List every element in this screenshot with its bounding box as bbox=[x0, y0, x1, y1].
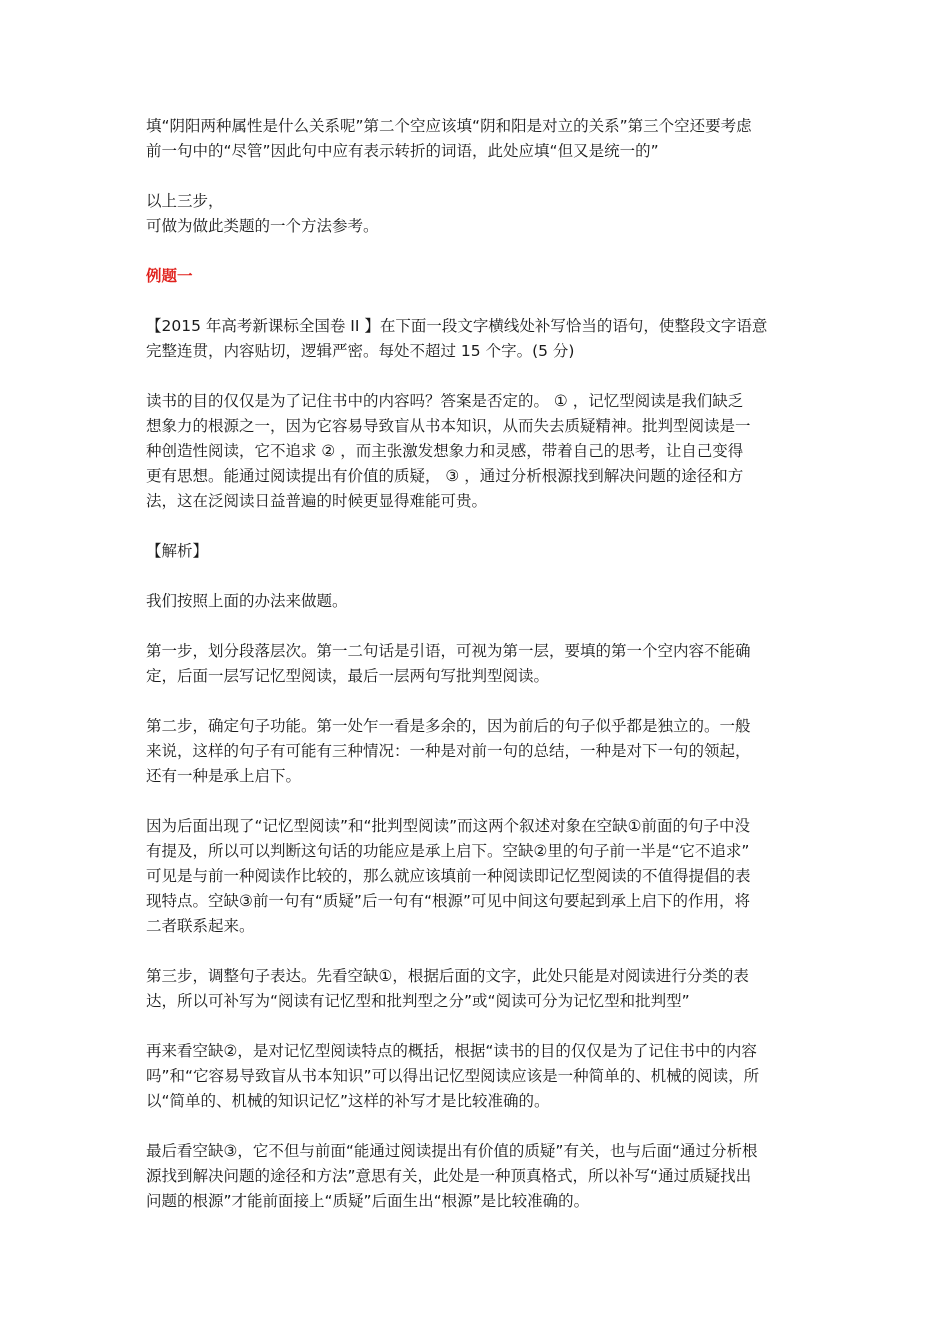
text-line: 更有思想。能通过阅读提出有价值的质疑， ③ ，通过分析根源找到解决问题的途径和方 bbox=[146, 467, 744, 485]
analysis-label bbox=[146, 539, 806, 564]
method-intro-paragraph bbox=[146, 589, 806, 614]
text-line: 前一句中的“尽管”因此句中应有表示转折的词语，此处应填“但又是统一的” bbox=[146, 142, 659, 160]
text-line: 以“简单的、机械的知识记忆”这样的补写才是比较准确的。 bbox=[146, 1092, 550, 1110]
text-line: 来说，这样的句子有可能有三种情况：一种是对前一句的总结，一种是对下一句的领起， bbox=[146, 742, 751, 760]
blank-three-paragraph bbox=[146, 1139, 806, 1214]
text-line: 我们按照上面的办法来做题。 bbox=[146, 592, 348, 610]
text-line: 【2015 年高考新课标全国卷 II 】在下面一段文字横线处补写恰当的语句，使整段文字语意 bbox=[146, 317, 768, 335]
summary-paragraph bbox=[146, 189, 806, 239]
text-line: 第三步，调整句子表达。先看空缺①，根据后面的文字，此处只能是对阅读进行分类的表 bbox=[146, 967, 749, 985]
example-heading bbox=[146, 264, 806, 289]
text-line: 种创造性阅读，它不追求 ② ，而主张激发想象力和灵感，带着自己的思考，让自己变得 bbox=[146, 442, 744, 460]
text-line: 问题的根源”才能前面接上“质疑”后面生出“根源”是比较准确的。 bbox=[146, 1192, 590, 1210]
step-one-paragraph bbox=[146, 639, 806, 689]
text-line: 填“阴阳两种属性是什么关系呢”第二个空应该填“阴和阳是对立的关系”第三个空还要考虑 bbox=[146, 117, 752, 135]
text-line: 再来看空缺②，是对记忆型阅读特点的概括，根据“读书的目的仅仅是为了记住书中的内容 bbox=[146, 1042, 757, 1060]
text-line: 以上三步， bbox=[146, 192, 224, 210]
text-line: 【解析】 bbox=[146, 542, 209, 560]
question-passage-paragraph bbox=[146, 389, 806, 514]
text-line: 读书的目的仅仅是为了记住书中的内容吗？答案是否定的。 ① ，记忆型阅读是我们缺乏 bbox=[146, 392, 744, 410]
text-line: 定，后面一层写记忆型阅读，最后一层两句写批判型阅读。 bbox=[146, 667, 550, 685]
text-line: 因为后面出现了“记忆型阅读”和“批判型阅读”而这两个叙述对象在空缺①前面的句子中没 bbox=[146, 817, 751, 835]
text-line: 最后看空缺③，它不但与前面“能通过阅读提出有价值的质疑”有关，也与后面“通过分析根 bbox=[146, 1142, 758, 1160]
text-line: 想象力的根源之一，因为它容易导致盲从书本知识，从而失去质疑精神。批判型阅读是一 bbox=[146, 417, 751, 435]
text-line: 二者联系起来。 bbox=[146, 917, 255, 935]
question-prompt-paragraph bbox=[146, 314, 806, 364]
document-page bbox=[146, 114, 806, 1239]
blank-two-paragraph bbox=[146, 1039, 806, 1114]
step-two-paragraph bbox=[146, 714, 806, 789]
text-line: 可见是与前一种阅读作比较的，那么就应该填前一种阅读即记忆型阅读的不值得提倡的表 bbox=[146, 867, 751, 885]
text-line: 还有一种是承上启下。 bbox=[146, 767, 302, 785]
text-line: 有提及，所以可以判断这句话的功能应是承上启下。空缺②里的句子前一半是“它不追求” bbox=[146, 842, 750, 860]
step-two-detail-paragraph bbox=[146, 814, 806, 939]
intro-continuation-paragraph bbox=[146, 114, 806, 164]
text-line: 第二步，确定句子功能。第一处乍一看是多余的，因为前后的句子似乎都是独立的。一般 bbox=[146, 717, 751, 735]
text-line: 完整连贯，内容贴切，逻辑严密。每处不超过 15 个字。(5 分) bbox=[146, 342, 575, 360]
step-three-paragraph bbox=[146, 964, 806, 1014]
text-line: 达，所以可补写为“阅读有记忆型和批判型之分”或“阅读可分为记忆型和批判型” bbox=[146, 992, 690, 1010]
text-line: 可做为做此类题的一个方法参考。 bbox=[146, 217, 379, 235]
heading-text: 例题一 bbox=[146, 267, 193, 285]
text-line: 法，这在泛阅读日益普遍的时候更显得难能可贵。 bbox=[146, 492, 488, 510]
text-line: 现特点。空缺③前一句有“质疑”后一句有“根源”可见中间这句要起到承上启下的作用，将 bbox=[146, 892, 751, 910]
text-line: 吗”和“它容易导致盲从书本知识”可以得出记忆型阅读应该是一种简单的、机械的阅读，所 bbox=[146, 1067, 760, 1085]
text-line: 第一步，划分段落层次。第一二句话是引语，可视为第一层，要填的第一个空内容不能确 bbox=[146, 642, 751, 660]
text-line: 源找到解决问题的途径和方法”意思有关，此处是一种顶真格式，所以补写“通过质疑找出 bbox=[146, 1167, 752, 1185]
